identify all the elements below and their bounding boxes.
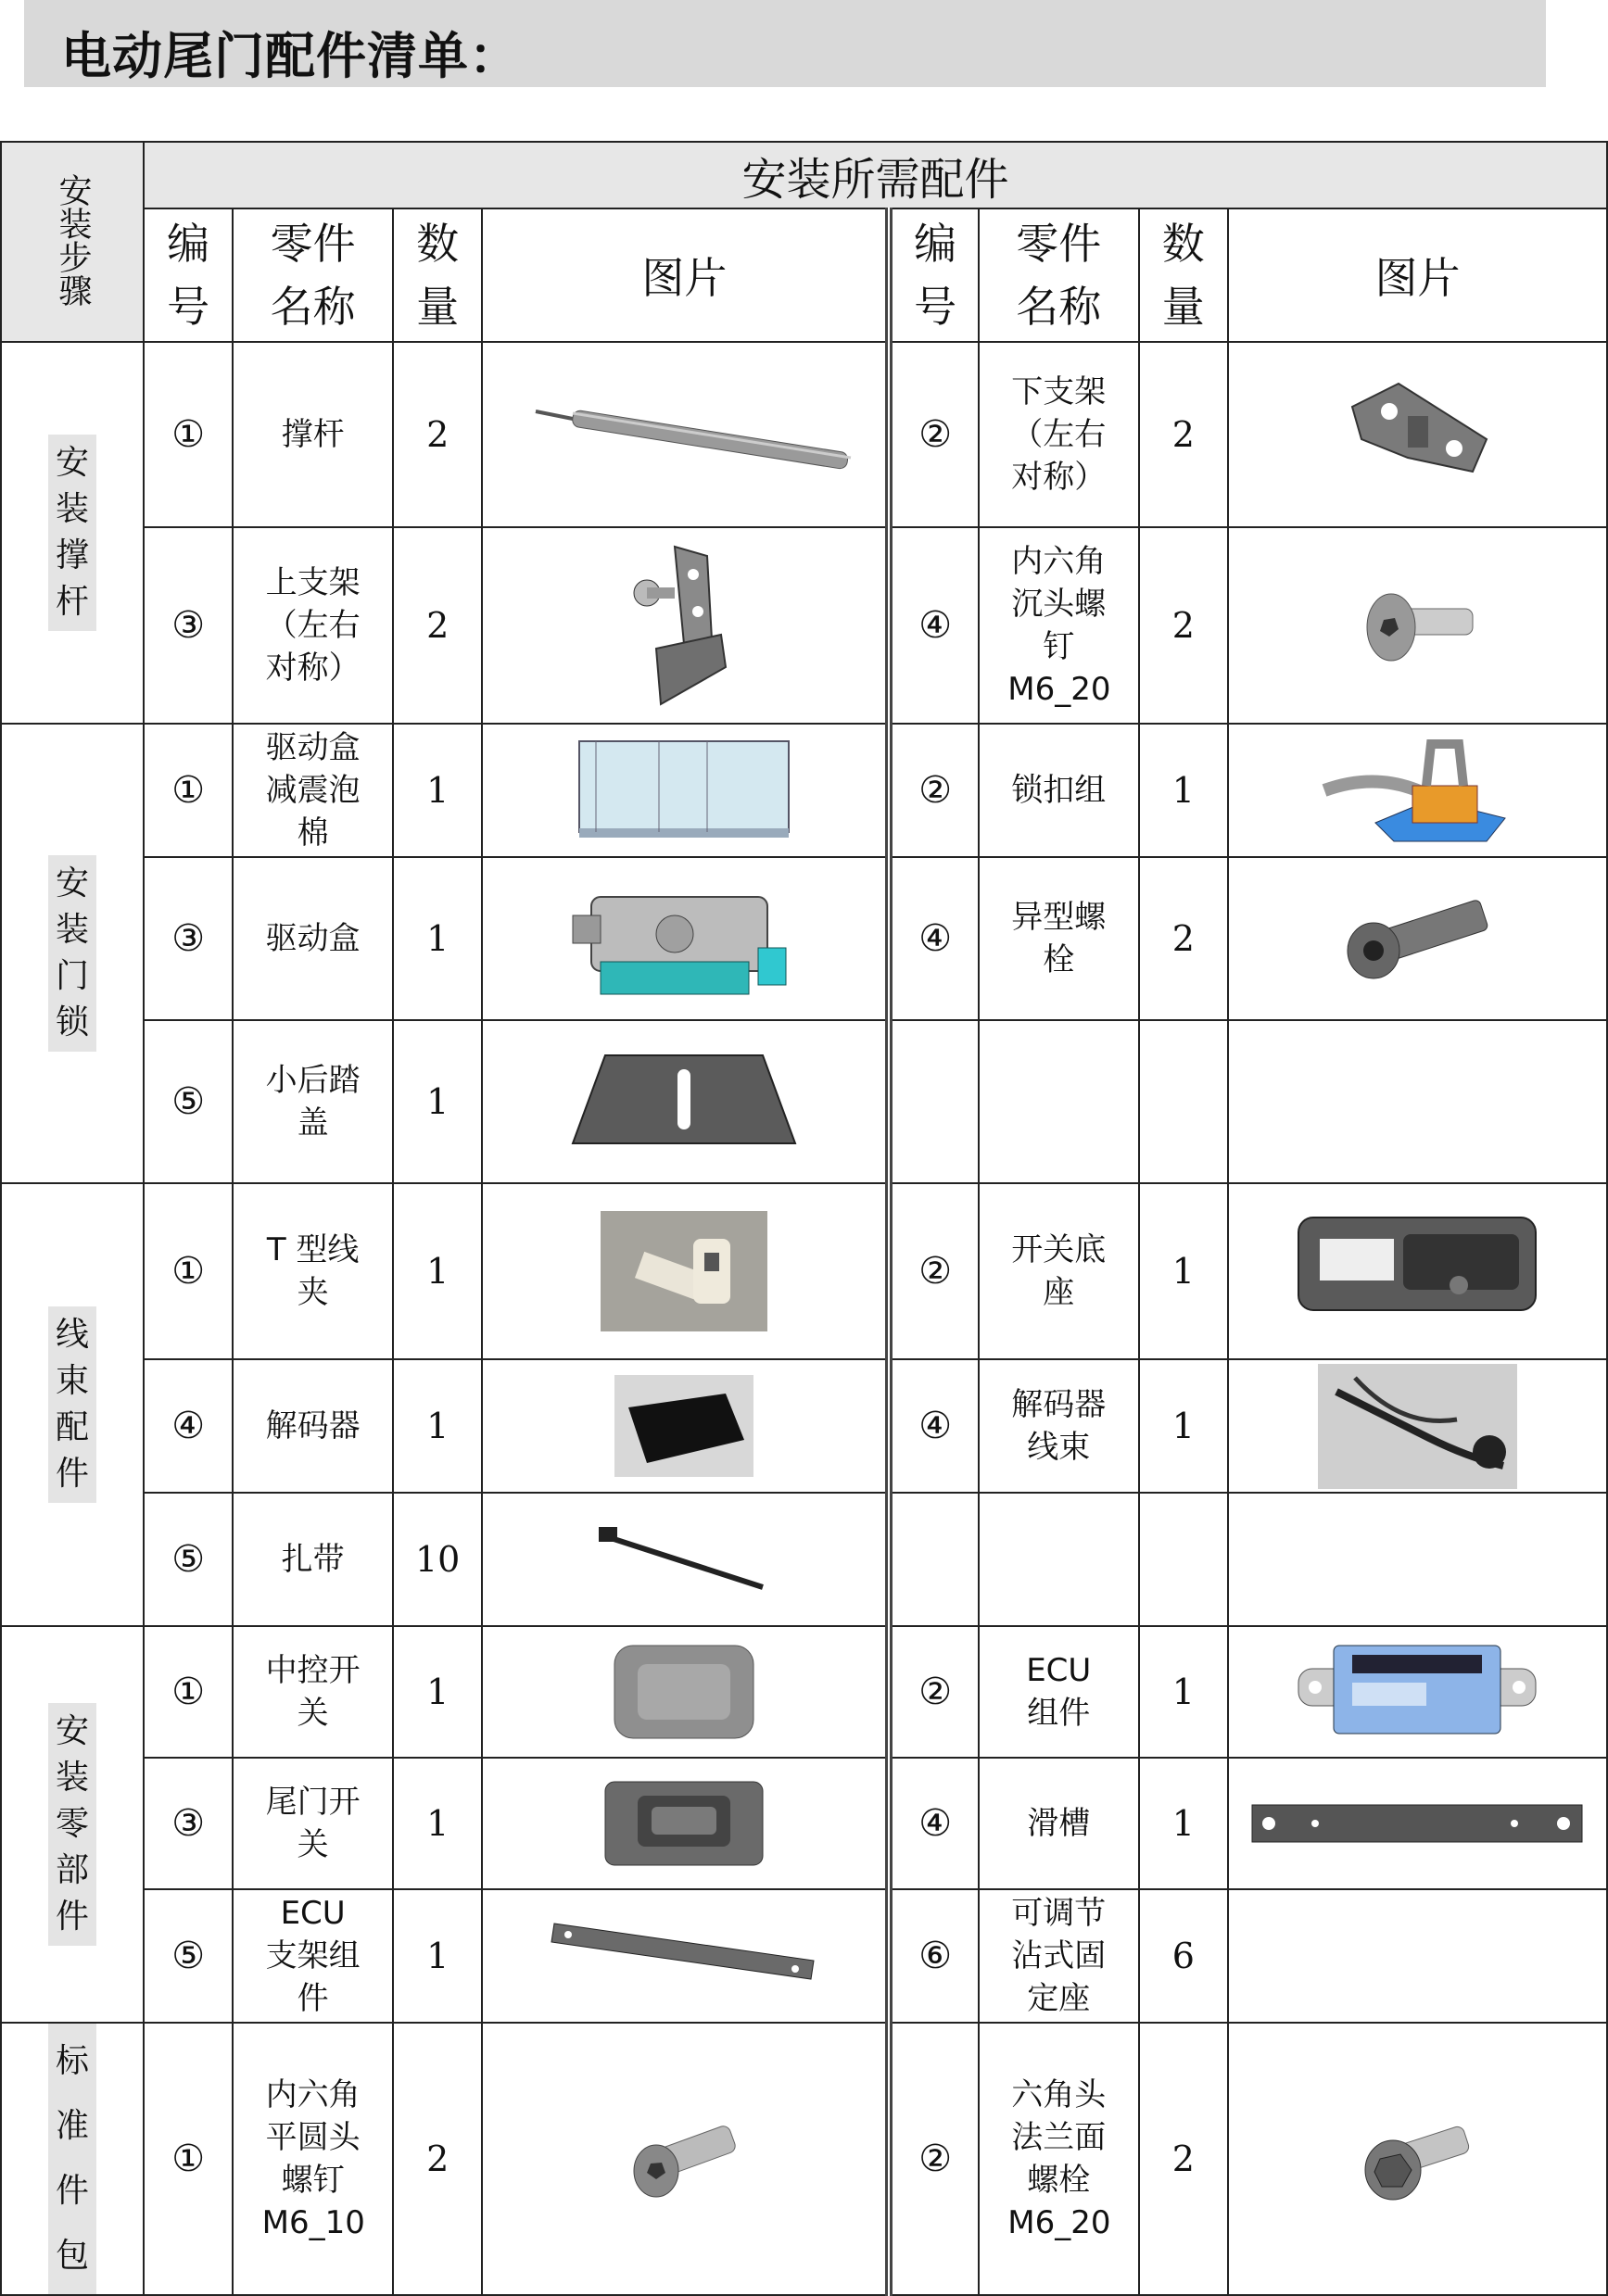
part-no: ④ bbox=[889, 1758, 978, 1889]
step-cell: 安装零部件 bbox=[1, 1626, 144, 2023]
part-name bbox=[979, 1020, 1139, 1183]
cable-tie-icon bbox=[591, 1518, 777, 1601]
pic-header-right: 图片 bbox=[1228, 208, 1607, 342]
part-image bbox=[482, 1359, 889, 1493]
part-name: 解码器 bbox=[233, 1359, 393, 1493]
part-no: ① bbox=[144, 2023, 233, 2295]
step-column-header: 安装步骤 bbox=[1, 142, 144, 342]
step-cell: 安装撑杆 bbox=[1, 342, 144, 724]
part-qty: 2 bbox=[1139, 2023, 1228, 2295]
upper-bracket-icon bbox=[619, 537, 749, 713]
part-qty: 1 bbox=[1139, 1183, 1228, 1359]
part-no: ③ bbox=[144, 527, 233, 724]
part-image bbox=[1228, 1626, 1607, 1758]
flange-bolt-icon bbox=[1361, 2113, 1473, 2205]
part-qty: 1 bbox=[393, 1183, 482, 1359]
part-name: 驱动盒 bbox=[233, 857, 393, 1020]
special-bolt-icon bbox=[1338, 888, 1496, 990]
part-qty: 2 bbox=[393, 527, 482, 724]
part-name: 内六角平圆头螺钉M6_10 bbox=[233, 2023, 393, 2295]
page-title: 电动尾门配件清单： bbox=[61, 27, 520, 85]
part-image bbox=[1228, 1359, 1607, 1493]
part-image bbox=[482, 342, 889, 527]
no-header: 编号 bbox=[144, 208, 233, 342]
strut-rod-icon bbox=[499, 384, 869, 486]
center-switch-icon bbox=[610, 1641, 758, 1743]
part-no: ⑤ bbox=[144, 1020, 233, 1183]
part-no bbox=[889, 1493, 978, 1626]
table-row bbox=[1, 1493, 1607, 1626]
step-cell: 标准件包 bbox=[1, 2023, 144, 2295]
part-qty: 1 bbox=[1139, 1758, 1228, 1889]
tailgate-switch-icon bbox=[601, 1777, 767, 1870]
lower-bracket-icon bbox=[1334, 370, 1500, 499]
qty-header: 数量 bbox=[393, 208, 482, 342]
part-image bbox=[1228, 1889, 1607, 2023]
part-image bbox=[482, 527, 889, 724]
table-row bbox=[1, 1758, 1607, 1889]
part-qty: 2 bbox=[1139, 527, 1228, 724]
part-no bbox=[889, 1020, 978, 1183]
part-name: 六角头法兰面螺栓M6_20 bbox=[979, 2023, 1139, 2295]
table-row bbox=[1, 1020, 1607, 1183]
part-no: ① bbox=[144, 724, 233, 857]
part-name: 解码器线束 bbox=[979, 1359, 1139, 1493]
part-no: ② bbox=[889, 342, 978, 527]
part-image bbox=[482, 724, 889, 857]
part-qty: 2 bbox=[1139, 342, 1228, 527]
part-no: ⑤ bbox=[144, 1493, 233, 1626]
title-bar bbox=[24, 0, 1546, 87]
part-qty: 1 bbox=[393, 724, 482, 857]
countersunk-screw-icon bbox=[1352, 579, 1482, 672]
switch-base-icon bbox=[1297, 1216, 1538, 1327]
part-qty: 1 bbox=[393, 1020, 482, 1183]
wire-harness-icon bbox=[1318, 1364, 1517, 1489]
part-image bbox=[1228, 1020, 1607, 1183]
table-row bbox=[1, 857, 1607, 1020]
part-no: ① bbox=[144, 1626, 233, 1758]
part-no: ② bbox=[889, 724, 978, 857]
part-no: ③ bbox=[144, 857, 233, 1020]
part-qty: 1 bbox=[1139, 1359, 1228, 1493]
step-cell: 线束配件 bbox=[1, 1183, 144, 1626]
part-no: ④ bbox=[889, 1359, 978, 1493]
part-qty: 10 bbox=[393, 1493, 482, 1626]
part-qty: 1 bbox=[393, 857, 482, 1020]
ecu-module-icon bbox=[1297, 1641, 1538, 1743]
step-cell: 安装门锁 bbox=[1, 724, 144, 1183]
part-image bbox=[482, 1020, 889, 1183]
part-name: 开关底座 bbox=[979, 1183, 1139, 1359]
part-qty: 6 bbox=[1139, 1889, 1228, 2023]
part-name: 异型螺栓 bbox=[979, 857, 1139, 1020]
ecu-bracket-icon bbox=[550, 1910, 818, 2002]
part-name: 尾门开关 bbox=[233, 1758, 393, 1889]
part-name: 滑槽 bbox=[979, 1758, 1139, 1889]
name-header-right: 零件名称 bbox=[979, 208, 1139, 342]
table-row bbox=[1, 1889, 1607, 2023]
part-no: ① bbox=[144, 1183, 233, 1359]
table-row bbox=[1, 724, 1607, 857]
part-image bbox=[482, 1758, 889, 1889]
part-no: ⑤ bbox=[144, 1889, 233, 2023]
table-row bbox=[1, 1183, 1607, 1359]
part-name: 下支架（左右对称） bbox=[979, 342, 1139, 527]
part-qty: 2 bbox=[393, 342, 482, 527]
t-clip-icon bbox=[601, 1211, 767, 1331]
name-header: 零件名称 bbox=[233, 208, 393, 342]
part-image bbox=[1228, 1758, 1607, 1889]
pic-header: 图片 bbox=[482, 208, 889, 342]
part-image bbox=[1228, 527, 1607, 724]
part-name bbox=[979, 1493, 1139, 1626]
part-name: ECU 组件 bbox=[979, 1626, 1139, 1758]
part-no: ④ bbox=[889, 527, 978, 724]
no-header-right: 编号 bbox=[889, 208, 978, 342]
part-qty bbox=[1139, 1493, 1228, 1626]
table-row bbox=[1, 527, 1607, 724]
group-header: 安装所需配件 bbox=[144, 142, 1607, 208]
part-name: 撑杆 bbox=[233, 342, 393, 527]
part-qty: 1 bbox=[393, 1359, 482, 1493]
table-row bbox=[1, 342, 1607, 527]
part-no: ④ bbox=[889, 857, 978, 1020]
part-qty: 1 bbox=[393, 1758, 482, 1889]
part-image bbox=[1228, 857, 1607, 1020]
part-name: 扎带 bbox=[233, 1493, 393, 1626]
foam-pad-icon bbox=[577, 739, 791, 841]
part-no: ② bbox=[889, 1183, 978, 1359]
part-no: ④ bbox=[144, 1359, 233, 1493]
part-name: 中控开关 bbox=[233, 1626, 393, 1758]
part-image bbox=[482, 1889, 889, 2023]
part-qty: 1 bbox=[1139, 724, 1228, 857]
part-qty bbox=[1139, 1020, 1228, 1183]
parts-table bbox=[0, 141, 1608, 2296]
part-no: ② bbox=[889, 2023, 978, 2295]
part-no: ⑥ bbox=[889, 1889, 978, 2023]
part-image bbox=[482, 1493, 889, 1626]
part-image bbox=[482, 2023, 889, 2295]
part-image bbox=[1228, 724, 1607, 857]
part-image bbox=[1228, 1183, 1607, 1359]
button-head-screw-icon bbox=[628, 2117, 740, 2201]
part-image bbox=[482, 1626, 889, 1758]
part-no: ① bbox=[144, 342, 233, 527]
part-image bbox=[482, 857, 889, 1020]
part-image bbox=[1228, 2023, 1607, 2295]
table-row bbox=[1, 1626, 1607, 1758]
qty-header-right: 数量 bbox=[1139, 208, 1228, 342]
part-name: 可调节沾式固定座 bbox=[979, 1889, 1139, 2023]
step-cover-icon bbox=[568, 1051, 800, 1153]
part-qty: 1 bbox=[1139, 1626, 1228, 1758]
part-image bbox=[1228, 342, 1607, 527]
part-no: ③ bbox=[144, 1758, 233, 1889]
part-name: 小后踏盖 bbox=[233, 1020, 393, 1183]
part-image bbox=[1228, 1493, 1607, 1626]
part-name: ECU 支架组件 bbox=[233, 1889, 393, 2023]
part-name: 锁扣组 bbox=[979, 724, 1139, 857]
part-name: 内六角沉头螺钉M6_20 bbox=[979, 527, 1139, 724]
part-name: T 型线夹 bbox=[233, 1183, 393, 1359]
slide-rail-icon bbox=[1250, 1800, 1584, 1847]
table-row bbox=[1, 2023, 1607, 2295]
table-row bbox=[1, 1359, 1607, 1493]
part-name: 驱动盒减震泡棉 bbox=[233, 724, 393, 857]
decoder-icon bbox=[614, 1375, 753, 1477]
part-qty: 1 bbox=[393, 1626, 482, 1758]
part-no: ② bbox=[889, 1626, 978, 1758]
part-qty: 1 bbox=[393, 1889, 482, 2023]
part-image bbox=[482, 1183, 889, 1359]
part-name: 上支架（左右对称） bbox=[233, 527, 393, 724]
latch-assembly-icon bbox=[1320, 735, 1514, 846]
drive-box-icon bbox=[563, 869, 804, 1008]
part-qty: 2 bbox=[393, 2023, 482, 2295]
part-qty: 2 bbox=[1139, 857, 1228, 1020]
